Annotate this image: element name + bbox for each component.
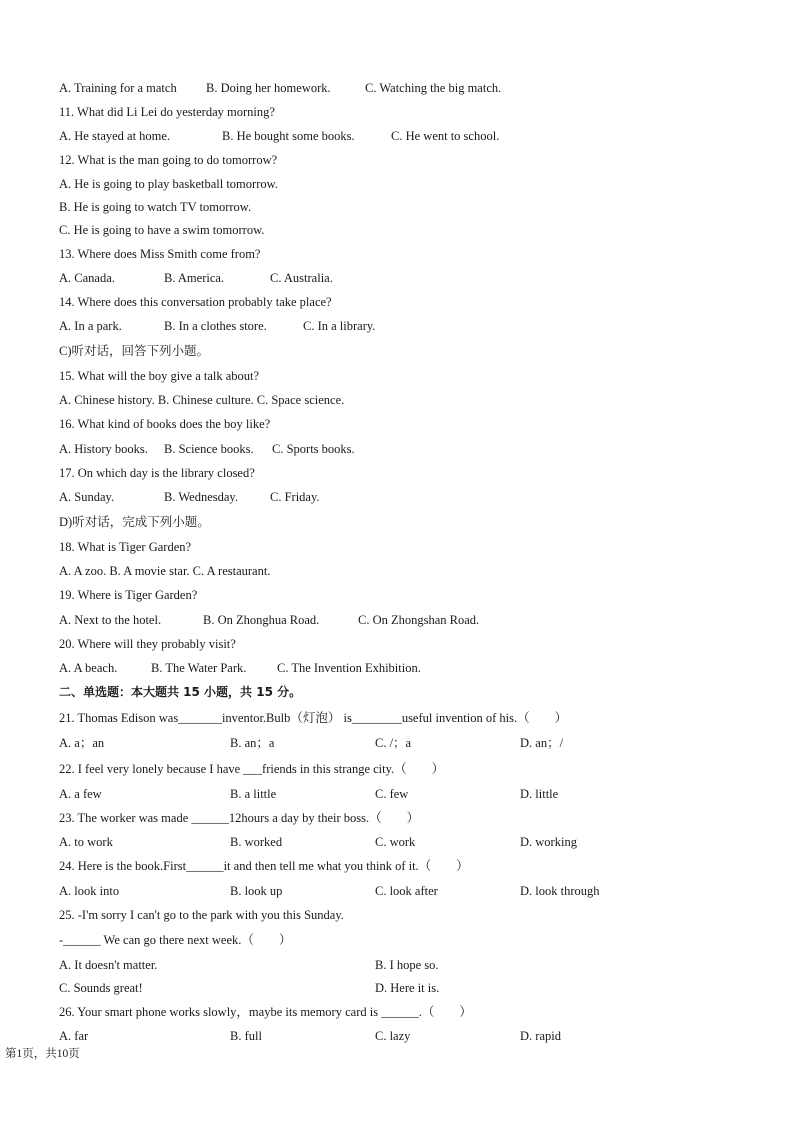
- q23-option-c: C. work: [375, 835, 416, 849]
- q21-option-c: C. /；a: [375, 736, 412, 750]
- q26-option-b: B. full: [230, 1029, 262, 1043]
- q24-option-b: B. look up: [230, 884, 283, 898]
- q20-option-b: B. The Water Park.: [151, 661, 247, 675]
- q25-option-b: B. I hope so.: [375, 958, 439, 972]
- q21-option-a: A. a；an: [59, 736, 105, 750]
- q19-option-b: B. On Zhonghua Road.: [203, 613, 320, 627]
- q11-option-a: A. He stayed at home.: [59, 129, 171, 143]
- question-14: 14. Where does this conversation probably take place?: [59, 295, 332, 309]
- q18-options: A. A zoo. B. A movie star. C. A restaurant.: [59, 564, 271, 578]
- q24-option-a: A. look into: [59, 884, 120, 898]
- q22-option-a: A. a few: [59, 787, 102, 801]
- q25-option-c: C. Sounds great!: [59, 981, 143, 995]
- q23-option-d: D. working: [520, 835, 577, 849]
- question-18: 18. What is Tiger Garden?: [59, 540, 192, 554]
- q20-option-a: A. A beach.: [59, 661, 118, 675]
- section-d-heading: D)听对话，完成下列小题。: [59, 515, 210, 529]
- q13-option-b: B. America.: [164, 271, 225, 285]
- question-21: 21. Thomas Edison was_______inventor.Bulb（灯泡） is________useful invention of his.（ ）: [59, 711, 568, 725]
- question-25-response: -______ We can go there next week.（ ）: [59, 933, 292, 947]
- q26-option-d: D. rapid: [520, 1029, 561, 1043]
- q24-option-d: D. look through: [520, 884, 600, 898]
- page-footer: 第1页，共10页: [5, 1048, 80, 1060]
- question-25: 25. -I'm sorry I can't go to the park with you this Sunday.: [59, 908, 344, 922]
- q11-option-c: C. He went to school.: [391, 129, 500, 143]
- q10-option-b: B. Doing her homework.: [206, 81, 331, 95]
- q17-option-c: C. Friday.: [270, 490, 320, 504]
- section-2-heading: 二、单选题：本大题共 15 小题，共 15 分。: [59, 685, 302, 699]
- q19-option-c: C. On Zhongshan Road.: [358, 613, 480, 627]
- q14-option-c: C. In a library.: [303, 319, 376, 333]
- question-15: 15. What will the boy give a talk about?: [59, 369, 260, 383]
- q26-option-a: A. far: [59, 1029, 89, 1043]
- q13-option-a: A. Canada.: [59, 271, 115, 285]
- q19-option-a: A. Next to the hotel.: [59, 613, 162, 627]
- q26-option-c: C. lazy: [375, 1029, 411, 1043]
- q25-option-a: A. It doesn't matter.: [59, 958, 158, 972]
- q17-option-b: B. Wednesday.: [164, 490, 238, 504]
- section-c-heading: C)听对话，回答下列小题。: [59, 344, 210, 358]
- q15-options: A. Chinese history. B. Chinese culture. C. Space science.: [59, 393, 345, 407]
- question-24: 24. Here is the book.First______it and then tell me what you think of it.（ ）: [59, 859, 469, 873]
- q10-option-a: A. Training for a match: [59, 81, 177, 95]
- q23-option-b: B. worked: [230, 835, 283, 849]
- q12-option-a: A. He is going to play basketball tomorrow.: [59, 177, 278, 191]
- question-26: 26. Your smart phone works slowly，maybe its memory card is ______.（ ）: [59, 1005, 472, 1019]
- question-13: 13. Where does Miss Smith come from?: [59, 247, 261, 261]
- question-16: 16. What kind of books does the boy like?: [59, 417, 271, 431]
- q17-option-a: A. Sunday.: [59, 490, 115, 504]
- question-12: 12. What is the man going to do tomorrow?: [59, 153, 278, 167]
- q14-option-b: B. In a clothes store.: [164, 319, 267, 333]
- q24-option-c: C. look after: [375, 884, 438, 898]
- q13-option-c: C. Australia.: [270, 271, 333, 285]
- q21-option-d: D. an；/: [520, 736, 564, 750]
- question-23: 23. The worker was made ______12hours a day by their boss.（ ）: [59, 811, 420, 825]
- question-17: 17. On which day is the library closed?: [59, 466, 255, 480]
- question-11: 11. What did Li Lei do yesterday morning?: [59, 105, 275, 119]
- q10-option-c: C. Watching the big match.: [365, 81, 502, 95]
- q22-option-d: D. little: [520, 787, 559, 801]
- q11-option-b: B. He bought some books.: [222, 129, 355, 143]
- q20-option-c: C. The Invention Exhibition.: [277, 661, 421, 675]
- q23-option-a: A. to work: [59, 835, 113, 849]
- q22-option-b: B. a little: [230, 787, 277, 801]
- q22-option-c: C. few: [375, 787, 409, 801]
- question-19: 19. Where is Tiger Garden?: [59, 588, 198, 602]
- q21-option-b: B. an；a: [230, 736, 275, 750]
- q16-option-b: B. Science books.: [164, 442, 254, 456]
- q14-option-a: A. In a park.: [59, 319, 122, 333]
- q16-option-a: A. History books.: [59, 442, 148, 456]
- q12-option-b: B. He is going to watch TV tomorrow.: [59, 200, 252, 214]
- q25-option-d: D. Here it is.: [375, 981, 440, 995]
- q16-option-c: C. Sports books.: [272, 442, 355, 456]
- q12-option-c: C. He is going to have a swim tomorrow.: [59, 223, 265, 237]
- question-22: 22. I feel very lonely because I have ___friends in this strange city.（ ）: [59, 762, 445, 776]
- question-20: 20. Where will they probably visit?: [59, 637, 236, 651]
